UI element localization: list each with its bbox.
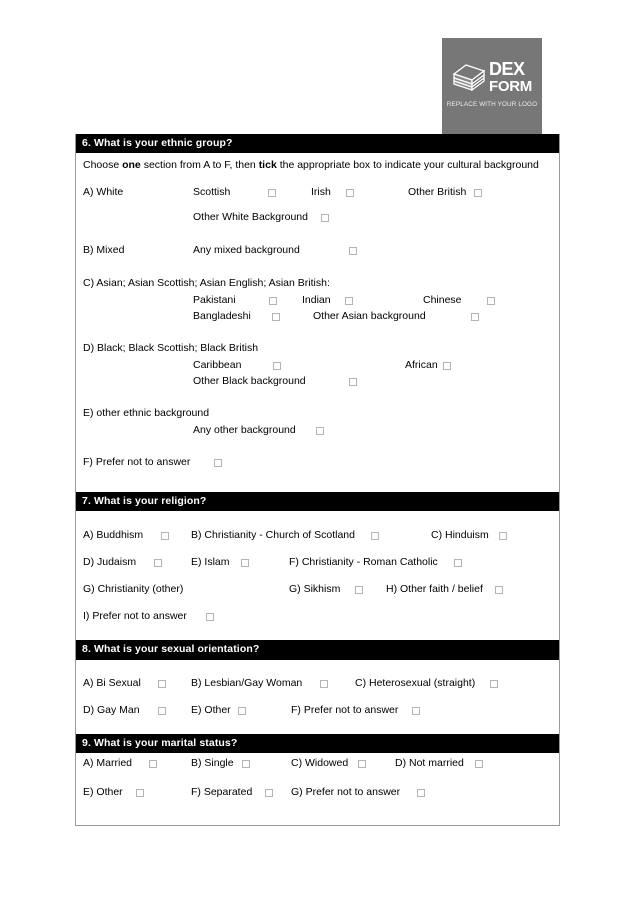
logo-mark-row: [442, 60, 542, 94]
spacer: [83, 471, 552, 492]
section-header-marital-status: 9. What is your marital status?: [76, 734, 559, 753]
ethnic-row-e-other: [83, 405, 552, 422]
spacer: [83, 259, 552, 275]
logo-text-form: FORM: [489, 78, 532, 95]
ethnic-group-c-label: C) Asian; Asian Scottish; Asian English; Asian British:: [83, 277, 330, 290]
ethnic-row-c-line2: [83, 308, 552, 324]
intro-text-2: section from A to F, then: [140, 159, 259, 172]
ethnic-option-any-mixed-label: Any mixed background: [193, 244, 300, 257]
ethnic-checkbox-irish[interactable]: [346, 189, 354, 197]
marital-option-e-label: E) Other: [83, 785, 123, 798]
religion-row-4: [83, 608, 552, 625]
orientation-checkbox-gay-man[interactable]: [158, 707, 166, 715]
spacer: [83, 660, 552, 675]
religion-row-3: [83, 581, 552, 598]
intro-emphasis-tick: tick: [258, 159, 277, 172]
religion-option-sikhism-label: G) Sikhism: [289, 583, 341, 596]
ethnic-checkbox-prefer-not-to-answer[interactable]: [214, 459, 222, 467]
intro-emphasis-one: one: [122, 159, 141, 172]
marital-option-b-label: B) Single: [191, 756, 234, 769]
marital-row-1: [83, 755, 552, 772]
ethnic-checkbox-other-asian[interactable]: [471, 313, 479, 321]
orientation-option-d-label: D) Gay Man: [83, 703, 140, 716]
religion-checkbox-church-of-scotland[interactable]: [371, 532, 379, 540]
spacer: [83, 172, 552, 184]
spacer: [83, 438, 552, 454]
ethnic-option-other-white-label: Other White Background: [193, 211, 308, 224]
ethnic-row-c-line1: [83, 292, 552, 308]
ethnic-checkbox-indian[interactable]: [345, 297, 353, 305]
spacer: [83, 801, 552, 825]
marital-checkbox-other[interactable]: [136, 789, 144, 797]
religion-checkbox-buddhism[interactable]: [161, 532, 169, 540]
religion-checkbox-hinduism[interactable]: [499, 532, 507, 540]
ethnic-checkbox-any-mixed[interactable]: [349, 247, 357, 255]
ethnic-option-irish-label: Irish: [311, 186, 331, 199]
logo-wordmark: [489, 60, 532, 94]
orientation-option-e-label: E) Other: [191, 703, 231, 716]
ethnic-checkbox-other-black[interactable]: [349, 378, 357, 386]
marital-checkbox-separated[interactable]: [265, 789, 273, 797]
ethnic-option-other-asian-label: Other Asian background: [313, 310, 426, 323]
ethnic-group-b-label: B) Mixed: [83, 244, 125, 257]
religion-checkbox-other-faith[interactable]: [495, 586, 503, 594]
section-header-religion: 7. What is your religion?: [76, 492, 559, 511]
section-body-sexual-orientation: [76, 660, 559, 734]
spacer: [83, 226, 552, 242]
section-header-sexual-orientation: 8. What is your sexual orientation?: [76, 640, 559, 659]
ethnic-group-a-label: A) White: [83, 186, 124, 199]
marital-checkbox-single[interactable]: [242, 760, 250, 768]
ethnic-checkbox-african[interactable]: [443, 362, 451, 370]
intro-text-3: the appropriate box to indicate your cultural background: [276, 159, 539, 172]
ethnic-group-f-label: F) Prefer not to answer: [83, 456, 191, 469]
ethnic-row-d-line1: [83, 357, 552, 373]
ethnic-checkbox-any-other[interactable]: [316, 427, 324, 435]
ethnic-checkbox-other-white[interactable]: [321, 214, 329, 222]
marital-checkbox-prefer-not-to-answer[interactable]: [417, 789, 425, 797]
religion-option-d-label: D) Judaism: [83, 556, 137, 569]
orientation-option-c-label: C) Heterosexual (straight): [355, 676, 476, 689]
religion-row-1: [83, 527, 552, 544]
marital-row-2: [83, 784, 552, 801]
ethnic-row-a-white: [83, 184, 552, 201]
intro-text-1: Choose: [83, 159, 123, 172]
religion-checkbox-judaism[interactable]: [154, 559, 162, 567]
section-header-ethnic-group: 6. What is your ethnic group?: [76, 134, 559, 153]
marital-checkbox-widowed[interactable]: [358, 760, 366, 768]
spacer: [83, 772, 552, 784]
orientation-option-b-label: B) Lesbian/Gay Woman: [191, 676, 303, 689]
spacer: [83, 511, 552, 527]
orientation-row-2: [83, 702, 552, 719]
orientation-checkbox-bi-sexual[interactable]: [158, 680, 166, 688]
marital-option-f-label: F) Separated: [191, 785, 253, 798]
ethnic-row-e-line1: [83, 422, 552, 438]
ethnic-checkbox-pakistani[interactable]: [269, 297, 277, 305]
religion-option-b-label: B) Christianity - Church of Scotland: [191, 529, 355, 542]
stacked-papers-icon: [452, 62, 486, 92]
logo-block: [442, 38, 542, 134]
ethnic-group-e-label: E) other ethnic background: [83, 407, 210, 420]
ethnic-option-any-other-label: Any other background: [193, 424, 296, 437]
ethnic-option-chinese-label: Chinese: [423, 294, 462, 307]
ethnic-option-scottish-label: Scottish: [193, 186, 231, 199]
religion-checkbox-roman-catholic[interactable]: [454, 559, 462, 567]
ethnic-checkbox-chinese[interactable]: [487, 297, 495, 305]
religion-checkbox-prefer-not-to-answer[interactable]: [206, 613, 214, 621]
questionnaire-form: [75, 134, 560, 826]
ethnic-instructions: [83, 153, 552, 172]
ethnic-option-bangladeshi-label: Bangladeshi: [193, 310, 251, 323]
marital-option-a-label: A) Married: [83, 756, 133, 769]
marital-checkbox-married[interactable]: [149, 760, 157, 768]
spacer: [83, 389, 552, 405]
spacer: [83, 598, 552, 608]
orientation-option-f-label: F) Prefer not to answer: [291, 703, 399, 716]
orientation-checkbox-other[interactable]: [238, 707, 246, 715]
religion-option-g-other-label: G) Christianity (other): [83, 583, 184, 596]
spacer: [83, 544, 552, 554]
ethnic-group-d-label: D) Black; Black Scottish; Black British: [83, 342, 259, 355]
religion-option-e-label: E) Islam: [191, 556, 230, 569]
orientation-checkbox-heterosexual[interactable]: [490, 680, 498, 688]
ethnic-row-a-other-white: [83, 209, 552, 226]
ethnic-option-african-label: African: [405, 359, 438, 372]
religion-option-f-label: F) Christianity - Roman Catholic: [289, 556, 438, 569]
section-body-religion: [76, 511, 559, 640]
ethnic-option-other-black-label: Other Black background: [193, 375, 306, 388]
spacer: [83, 625, 552, 640]
marital-option-g-label: G) Prefer not to answer: [291, 785, 401, 798]
logo-tagline: REPLACE WITH YOUR LOGO: [446, 101, 538, 108]
section-body-ethnic-group: [76, 153, 559, 492]
ethnic-row-b-mixed: [83, 242, 552, 259]
ethnic-option-caribbean-label: Caribbean: [193, 359, 242, 372]
religion-checkbox-islam[interactable]: [241, 559, 249, 567]
ethnic-row-d-line2: [83, 373, 552, 389]
orientation-row-1: [83, 675, 552, 692]
ethnic-checkbox-other-british[interactable]: [474, 189, 482, 197]
religion-row-2: [83, 554, 552, 571]
spacer: [83, 692, 552, 702]
marital-option-d-label: D) Not married: [395, 756, 464, 769]
religion-option-c-label: C) Hinduism: [431, 529, 489, 542]
ethnic-checkbox-caribbean[interactable]: [273, 362, 281, 370]
ethnic-option-indian-label: Indian: [302, 294, 331, 307]
orientation-option-a-label: A) Bi Sexual: [83, 676, 141, 689]
ethnic-row-c-asian: [83, 275, 552, 292]
orientation-checkbox-lesbian-gay-woman[interactable]: [320, 680, 328, 688]
spacer: [83, 571, 552, 581]
religion-checkbox-sikhism[interactable]: [355, 586, 363, 594]
ethnic-option-pakistani-label: Pakistani: [193, 294, 236, 307]
ethnic-checkbox-bangladeshi[interactable]: [272, 313, 280, 321]
spacer: [83, 201, 552, 209]
ethnic-row-f-prefer: [83, 454, 552, 471]
religion-option-h-label: H) Other faith / belief: [386, 583, 483, 596]
section-body-marital-status: [76, 753, 559, 825]
logo-text-dex: DEX: [489, 59, 525, 79]
ethnic-option-other-british-label: Other British: [408, 186, 467, 199]
religion-option-a-label: A) Buddhism: [83, 529, 144, 542]
logo-inner: [442, 60, 542, 108]
spacer: [83, 324, 552, 340]
marital-option-c-label: C) Widowed: [291, 756, 349, 769]
spacer: [83, 719, 552, 734]
orientation-checkbox-prefer-not-to-answer[interactable]: [412, 707, 420, 715]
ethnic-row-d-black: [83, 340, 552, 357]
ethnic-checkbox-scottish[interactable]: [268, 189, 276, 197]
religion-option-i-label: I) Prefer not to answer: [83, 610, 187, 623]
marital-checkbox-not-married[interactable]: [475, 760, 483, 768]
